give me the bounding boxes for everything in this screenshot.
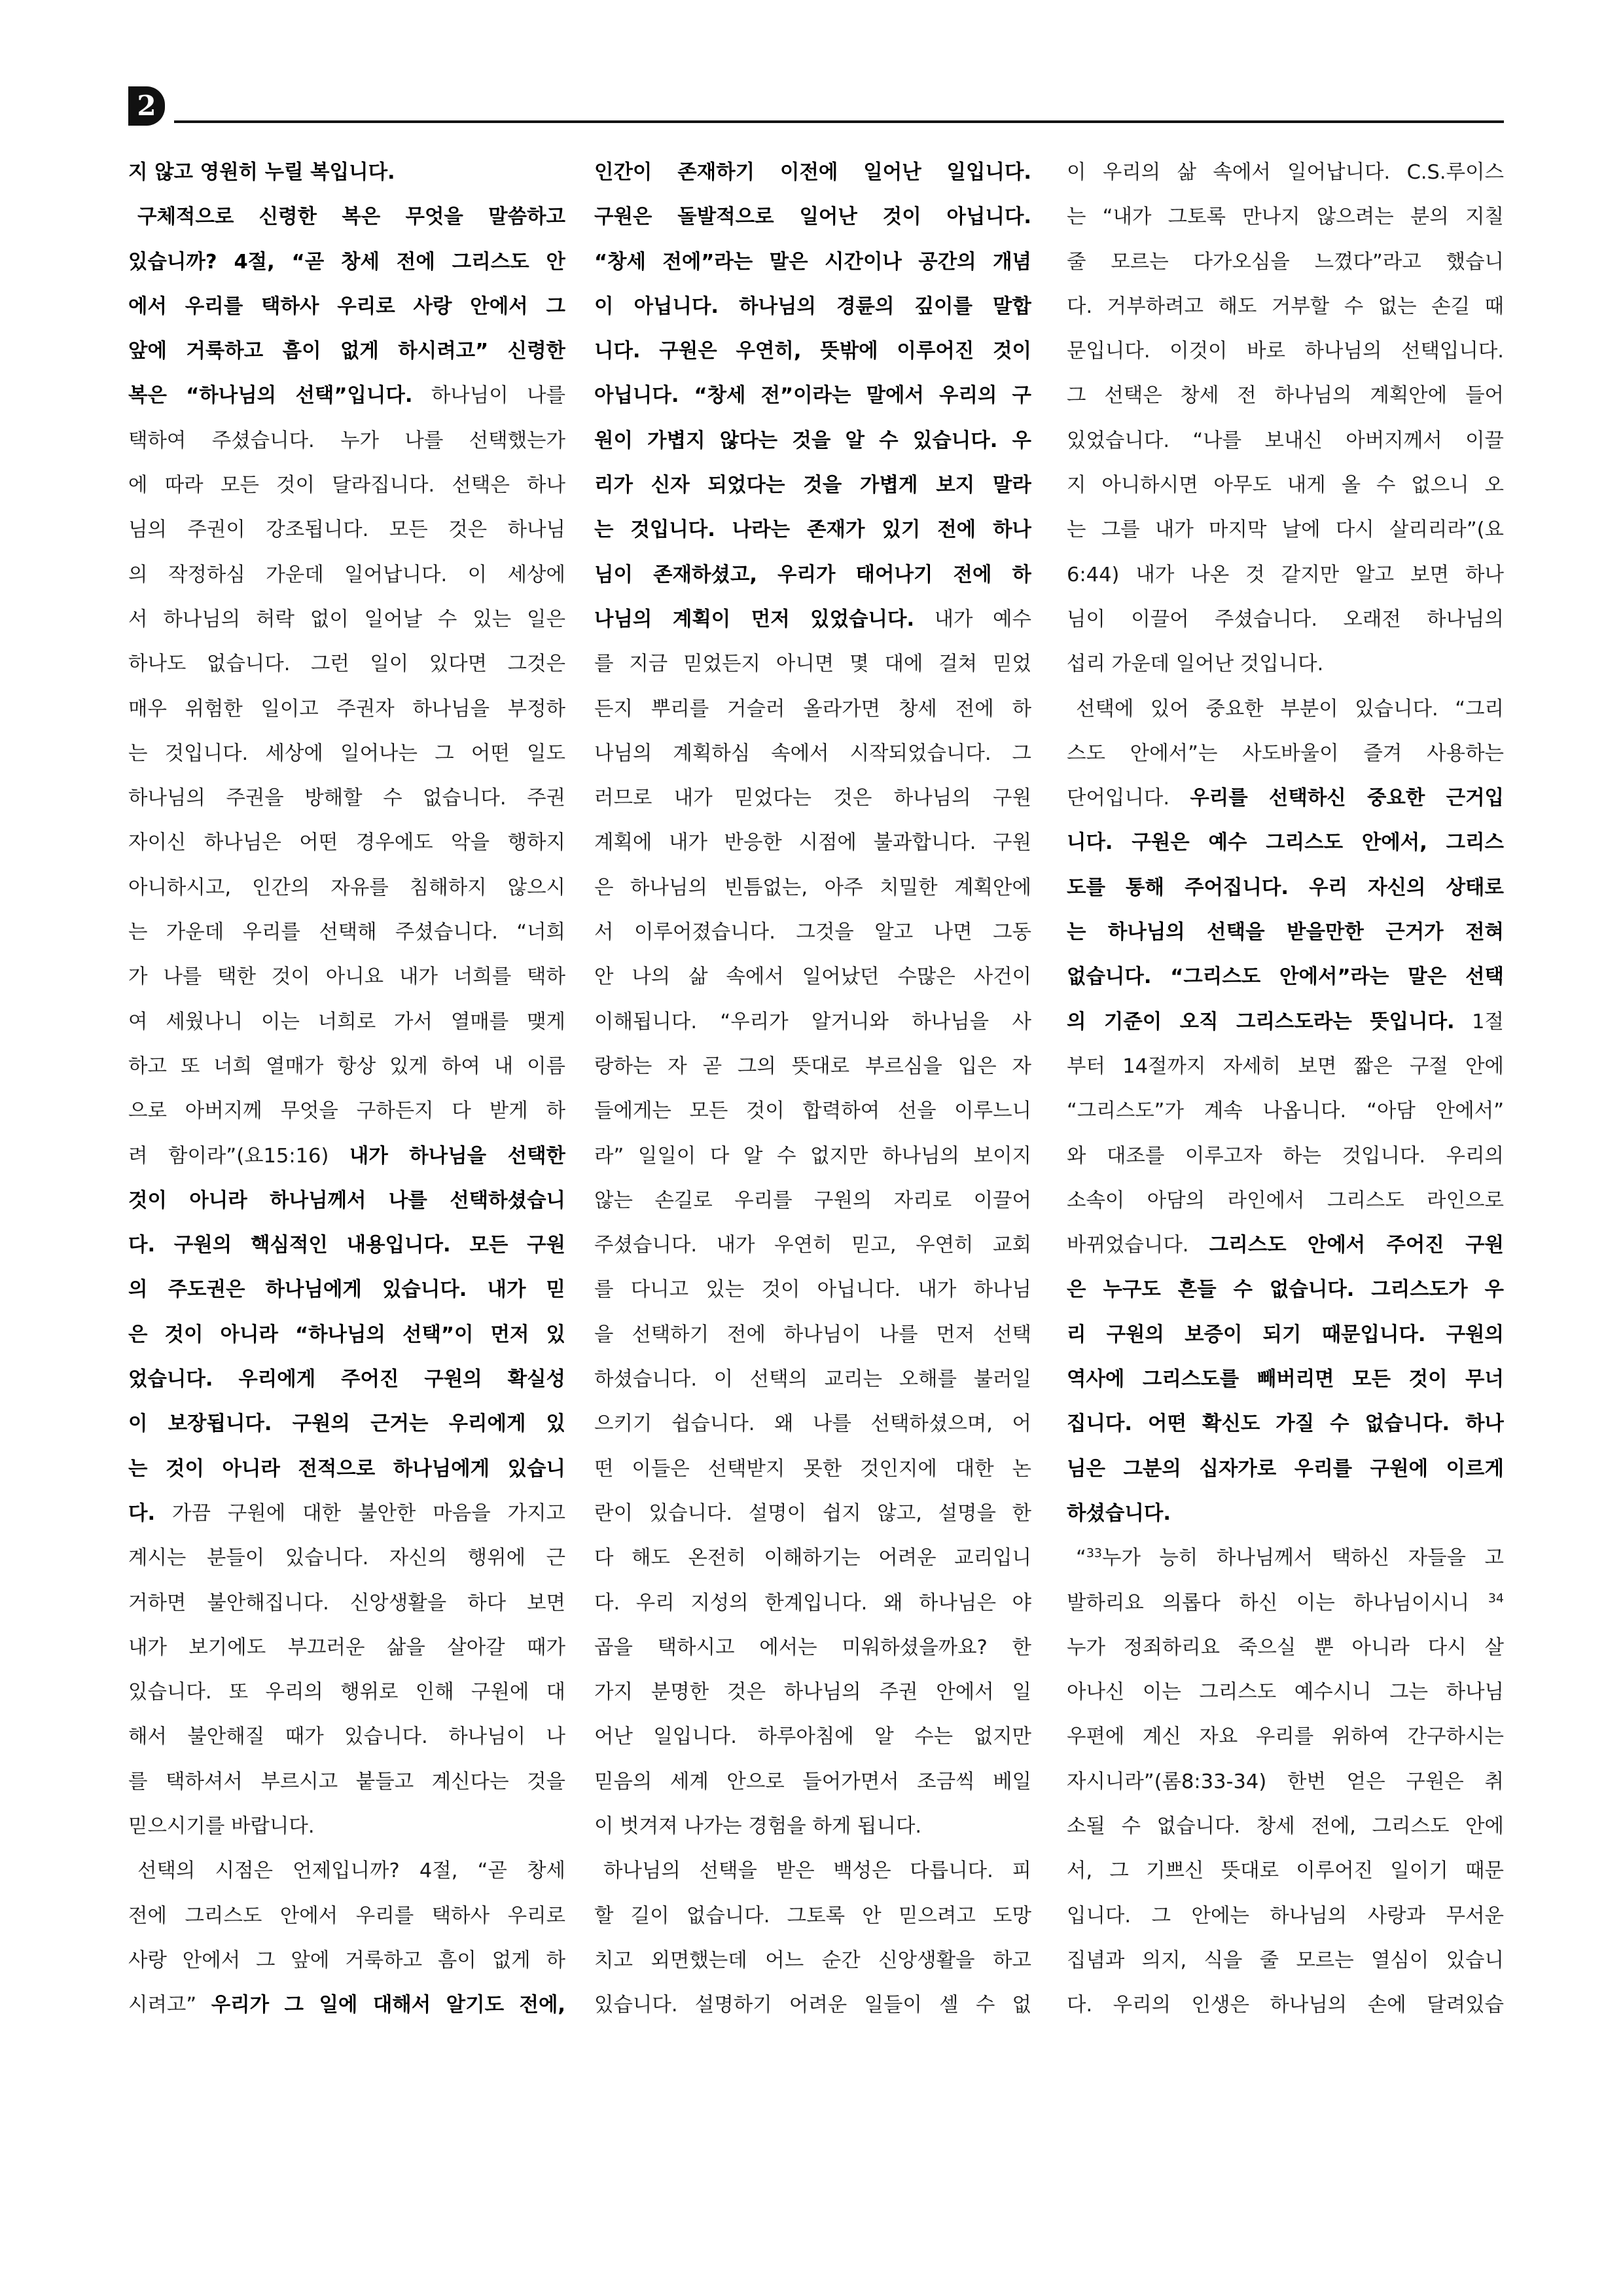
text-line xyxy=(594,1313,1031,1357)
body-text: 전에 그리스도 안에서 우리를 택하사 우리로 xyxy=(128,1904,565,1928)
emphasis-text: 리가 신자 되었다는 것을 가볍게 보지 말라 xyxy=(594,474,1031,497)
body-text: 내가 보기에도 부끄러운 삶을 살아갈 때가 xyxy=(128,1636,565,1659)
emphasis-text: 니다. 구원은 우연히, 뜻밖에 이루어진 것이 xyxy=(594,340,1031,363)
text-line xyxy=(594,329,1031,374)
text-line xyxy=(594,285,1031,329)
emphasis-text: 에서 우리를 택하사 우리로 사랑 안에서 그 xyxy=(128,295,565,318)
text-line xyxy=(594,955,1031,999)
body-text: 바뀌었습니다. xyxy=(1067,1234,1209,1257)
text-line xyxy=(128,1849,565,1893)
emphasis-text: 었습니다. 우리에게 주어진 구원의 확실성 xyxy=(128,1368,565,1391)
body-text: 다. 거부하려고 해도 거부할 수 없는 손길 때 xyxy=(1067,295,1504,318)
emphasis-text: 도를 통해 주어집니다. 우리 자신의 상태로 xyxy=(1067,876,1504,899)
body-text: 누가 정죄하리요 죽으실 뿐 아니라 다시 살 xyxy=(1067,1636,1504,1659)
text-line xyxy=(1067,285,1504,329)
body-text: 를 지금 믿었든지 아니면 몇 대에 걸쳐 믿었 xyxy=(594,653,1031,676)
body-text: 님이 이끌어 주셨습니다. 오래전 하나님의 xyxy=(1067,607,1504,631)
body-text: 는 가운데 우리를 선택해 주셨습니다. “너희 xyxy=(128,921,565,944)
text-line xyxy=(594,866,1031,910)
body-text: 이해됩니다. “우리가 알거니와 하나님을 사 xyxy=(594,1010,1031,1033)
text-line xyxy=(128,821,565,865)
text-line xyxy=(1067,508,1504,552)
text-line xyxy=(594,508,1031,552)
verse-number: 33 xyxy=(1086,1546,1102,1561)
text-line xyxy=(1067,821,1504,865)
text-line xyxy=(128,195,565,240)
text-line xyxy=(594,1939,1031,1983)
text-line xyxy=(594,1045,1031,1089)
text-line xyxy=(1067,1045,1504,1089)
body-text: 가 나를 택한 것이 아니요 내가 너희를 택하 xyxy=(128,965,565,989)
text-line xyxy=(128,642,565,687)
emphasis-text: 그리스도 안에서 주어진 구원 xyxy=(1209,1234,1504,1257)
body-text: “그리스도”가 계속 나옵니다. “아담 안에서” xyxy=(1067,1100,1504,1123)
text-line xyxy=(594,642,1031,687)
text-line xyxy=(594,1670,1031,1715)
body-text: 자시니라”(롬8:33-34) 한번 얻은 구원은 취 xyxy=(1067,1770,1504,1793)
body-text: 하고 또 너희 열매가 항상 있게 하여 내 이름 xyxy=(128,1054,565,1078)
text-line xyxy=(594,553,1031,598)
emphasis-text: 하셨습니다. xyxy=(1067,1501,1171,1525)
text-line xyxy=(594,240,1031,285)
body-text: 않는 손길로 우리를 구원의 자리로 이끌어 xyxy=(594,1189,1031,1212)
text-line xyxy=(1067,1760,1504,1804)
text-line xyxy=(128,1268,565,1312)
body-text: 내가 예수 xyxy=(914,607,1031,631)
text-line xyxy=(128,866,565,910)
emphasis-text: 이 보장됩니다. 구원의 근거는 우리에게 있 xyxy=(128,1412,565,1436)
text-line xyxy=(1067,1894,1504,1939)
emphasis-text: 우리를 선택하신 중요한 근거입 xyxy=(1190,787,1504,810)
text-column-2 xyxy=(594,151,1031,2232)
text-line xyxy=(1067,866,1504,910)
emphasis-text: 집니다. 어떤 확신도 가질 수 없습니다. 하나 xyxy=(1067,1412,1504,1436)
text-line xyxy=(128,955,565,999)
body-text: 아니하시고, 인간의 자유를 침해하지 않으시 xyxy=(128,876,565,899)
body-text: 택하여 주셨습니다. 누가 나를 선택했는가 xyxy=(128,429,565,452)
emphasis-text: 구원은 돌발적으로 일어난 것이 아닙니다. xyxy=(594,206,1031,229)
body-text: 다 해도 온전히 이해하기는 어려운 교리입니 xyxy=(594,1547,1031,1570)
body-text: 계시는 분들이 있습니다. 자신의 행위에 근 xyxy=(128,1547,565,1570)
body-text: 지 아니하시면 아무도 내게 올 수 없으니 오 xyxy=(1067,474,1504,497)
text-line xyxy=(594,1492,1031,1536)
body-text: 있습니다. 또 우리의 행위로 인해 구원에 대 xyxy=(128,1681,565,1704)
body-text: 발하리요 의롭다 하신 이는 하나님이시니 xyxy=(1067,1591,1488,1615)
text-line xyxy=(594,687,1031,732)
text-line xyxy=(1067,1626,1504,1670)
body-text: 러므로 내가 믿었다는 것은 하나님의 구원 xyxy=(594,787,1031,810)
text-line xyxy=(594,1223,1031,1268)
body-text: 안 나의 삶 속에서 일어났던 수많은 사건이 xyxy=(594,965,1031,989)
emphasis-text: 이 아닙니다. 하나님의 경륜의 깊이를 말합 xyxy=(594,295,1031,318)
text-line xyxy=(128,240,565,285)
text-line xyxy=(1067,1402,1504,1446)
body-text: 든지 뿌리를 거슬러 올라가면 창세 전에 하 xyxy=(594,697,1031,721)
text-line xyxy=(1067,1000,1504,1045)
body-text: 려 함이라”(요15:16) xyxy=(128,1144,349,1168)
body-text: 에 따라 모든 것이 달라집니다. 선택은 하나 xyxy=(128,474,565,497)
text-line xyxy=(1067,240,1504,285)
body-text: 믿으시기를 바랍니다. xyxy=(128,1814,315,1838)
body-text: 소될 수 없습니다. 창세 전에, 그리스도 안에 xyxy=(1067,1814,1504,1838)
text-line xyxy=(128,776,565,821)
body-text: 자이신 하나님은 어떤 경우에도 악을 행하지 xyxy=(128,831,565,855)
emphasis-text: 내가 하나님을 선택한 xyxy=(349,1144,565,1168)
text-line xyxy=(1067,1223,1504,1268)
emphasis-text: 은 것이 아니라 “하나님의 선택”이 먼저 있 xyxy=(128,1323,565,1346)
body-text: 이 우리의 삶 속에서 일어납니다. C.S.루이스 xyxy=(1067,161,1504,184)
text-line xyxy=(1067,1536,1504,1581)
text-line xyxy=(128,1089,565,1134)
text-line xyxy=(594,1089,1031,1134)
body-text: 하나님의 선택을 받은 백성은 다릅니다. 피 xyxy=(603,1859,1031,1883)
body-text: 은 하나님의 빈틈없는, 아주 치밀한 계획안에 xyxy=(594,876,1031,899)
body-text: 가끔 구원에 대한 불안한 마음을 가지고 xyxy=(155,1501,565,1525)
body-text: 거하면 불안해집니다. 신앙생활을 하다 보면 xyxy=(128,1591,565,1615)
body-text: 스도 안에서”는 사도바울이 즐겨 사용하는 xyxy=(1067,742,1504,765)
body-text: 의 작정하심 가운데 일어납니다. 이 세상에 xyxy=(128,563,565,586)
text-line xyxy=(128,1894,565,1939)
body-text: 를 다니고 있는 것이 아닙니다. 내가 하나님 xyxy=(594,1278,1031,1302)
body-text: 이 벗겨져 나가는 경험을 하게 됩니다. xyxy=(594,1814,922,1838)
text-line xyxy=(594,1268,1031,1312)
body-text: 하셨습니다. 이 선택의 교리는 오해를 불러일 xyxy=(594,1368,1031,1391)
body-text: 매우 위험한 일이고 주권자 하나님을 부정하 xyxy=(128,697,565,721)
body-text: 계획에 내가 반응한 시점에 불과합니다. 구원 xyxy=(594,831,1031,855)
text-line xyxy=(128,1402,565,1446)
body-text: 사랑 안에서 그 앞에 거룩하고 흠이 없게 하 xyxy=(128,1948,565,1972)
text-line xyxy=(594,1447,1031,1492)
text-line xyxy=(594,598,1031,642)
text-line xyxy=(128,1313,565,1357)
text-line xyxy=(1067,151,1504,195)
body-text: 다. 우리의 인생은 하나님의 손에 달려있습 xyxy=(1067,1994,1504,2017)
text-line xyxy=(1067,463,1504,508)
text-line xyxy=(128,463,565,508)
body-text: 으로 아버지께 무엇을 구하든지 다 받게 하 xyxy=(128,1100,565,1123)
emphasis-text: 구체적으로 신령한 복은 무엇을 말씀하고 xyxy=(137,206,565,229)
body-text: 할 길이 없습니다. 그토록 안 믿으려고 도망 xyxy=(594,1904,1031,1928)
body-text: 1절 xyxy=(1454,1010,1504,1033)
text-line xyxy=(128,910,565,955)
body-text: 소속이 아담의 라인에서 그리스도 라인으로 xyxy=(1067,1189,1504,1212)
text-line xyxy=(594,910,1031,955)
emphasis-text: 복은 “하나님의 선택”입니다. xyxy=(128,384,413,408)
body-text: 는 “내가 그토록 만나지 않으려는 분의 지칠 xyxy=(1067,206,1504,229)
emphasis-text: “창세 전에”라는 말은 시간이나 공간의 개념 xyxy=(594,250,1031,274)
text-line xyxy=(128,1670,565,1715)
text-line xyxy=(128,1223,565,1268)
text-line xyxy=(594,1983,1031,2028)
text-line xyxy=(1067,1715,1504,1759)
text-line xyxy=(128,1179,565,1223)
text-line xyxy=(594,1849,1031,1893)
body-text: 줄 모르는 다가오심을 느꼈다”라고 했습니 xyxy=(1067,250,1504,274)
emphasis-text: 역사에 그리스도를 빼버리면 모든 것이 무너 xyxy=(1067,1368,1504,1391)
body-text: 주셨습니다. 내가 우연히 믿고, 우연히 교회 xyxy=(594,1234,1031,1257)
body-text: 누가 능히 하나님께서 택하신 자들을 고 xyxy=(1102,1547,1504,1570)
text-line xyxy=(128,1715,565,1759)
body-text: 들에게는 모든 것이 합력하여 선을 이루느니 xyxy=(594,1100,1031,1123)
text-line xyxy=(1067,195,1504,240)
text-line xyxy=(594,776,1031,821)
text-line xyxy=(1067,553,1504,598)
text-line xyxy=(128,1760,565,1804)
emphasis-text: 지 않고 영원히 누릴 복입니다. xyxy=(128,161,395,184)
body-text: 부터 14절까지 자세히 보면 짧은 구절 안에 xyxy=(1067,1054,1504,1078)
text-line xyxy=(1067,1849,1504,1893)
emphasis-text: 앞에 거룩하고 흠이 없게 하시려고” 신령한 xyxy=(128,340,565,363)
emphasis-text: 니다. 구원은 예수 그리스도 안에서, 그리스 xyxy=(1067,831,1504,855)
text-line xyxy=(594,1000,1031,1045)
text-line xyxy=(594,151,1031,195)
text-line xyxy=(128,1626,565,1670)
text-line xyxy=(1067,1581,1504,1626)
body-text: 섭리 가운데 일어난 것입니다. xyxy=(1067,653,1324,676)
body-text: 선택의 시점은 언제입니까? 4절, “곧 창세 xyxy=(137,1859,565,1883)
emphasis-text: 원이 가볍지 않다는 것을 알 수 있습니다. 우 xyxy=(594,429,1031,452)
body-text: 서, 그 기쁘신 뜻대로 이루어진 일이기 때문 xyxy=(1067,1859,1504,1883)
body-text: 여 세웠나니 이는 너희로 가서 열매를 맺게 xyxy=(128,1010,565,1033)
text-line xyxy=(128,1983,565,2028)
text-line xyxy=(594,1536,1031,1581)
body-text: 다. 우리 지성의 한계입니다. 왜 하나님은 야 xyxy=(594,1591,1031,1615)
emphasis-text: 것이 아니라 하나님께서 나를 선택하셨습니 xyxy=(128,1189,565,1212)
text-line xyxy=(128,1536,565,1581)
text-line xyxy=(128,1357,565,1402)
body-text: 을 선택하기 전에 하나님이 나를 먼저 선택 xyxy=(594,1323,1031,1346)
text-line xyxy=(594,374,1031,418)
emphasis-text: 는 것입니다. 나라는 존재가 있기 전에 하나 xyxy=(594,518,1031,542)
text-line xyxy=(128,329,565,374)
text-line xyxy=(128,1000,565,1045)
body-text: 어난 일입니다. 하루아침에 알 수는 없지만 xyxy=(594,1725,1031,1749)
text-line xyxy=(128,419,565,463)
text-line xyxy=(128,1447,565,1492)
body-text: 떤 이들은 선택받지 못한 것인지에 대한 논 xyxy=(594,1457,1031,1480)
text-line xyxy=(1067,1313,1504,1357)
body-text: 는 그를 내가 마지막 날에 다시 살리리라”(요 xyxy=(1067,518,1504,542)
text-line xyxy=(128,1581,565,1626)
text-line xyxy=(1067,776,1504,821)
emphasis-text: 리 구원의 보증이 되기 때문입니다. 구원의 xyxy=(1067,1323,1504,1346)
text-line xyxy=(594,419,1031,463)
text-line xyxy=(128,1134,565,1179)
text-line xyxy=(128,151,565,195)
text-line xyxy=(594,732,1031,776)
text-line xyxy=(128,687,565,732)
body-text: 는 것입니다. 세상에 일어나는 그 어떤 일도 xyxy=(128,742,565,765)
body-text: 으키기 쉽습니다. 왜 나를 선택하셨으며, 어 xyxy=(594,1412,1031,1436)
text-line xyxy=(128,1492,565,1536)
body-text: 님의 주권이 강조됩니다. 모든 것은 하나님 xyxy=(128,518,565,542)
body-text: 있었습니다. “나를 보내신 아버지께서 이끌 xyxy=(1067,429,1504,452)
emphasis-text: 은 누구도 흔들 수 없습니다. 그리스도가 우 xyxy=(1067,1278,1504,1302)
body-text: 하나님의 주권을 방해할 수 없습니다. 주권 xyxy=(128,787,565,810)
body-text: 하나도 없습니다. 그런 일이 있다면 그것은 xyxy=(128,653,565,676)
text-line xyxy=(128,374,565,418)
text-line xyxy=(594,195,1031,240)
text-line xyxy=(1067,419,1504,463)
body-text: 란이 있습니다. 설명이 쉽지 않고, 설명을 한 xyxy=(594,1501,1031,1525)
text-line xyxy=(1067,1670,1504,1715)
emphasis-text: 는 하나님의 선택을 받을만한 근거가 전혀 xyxy=(1067,921,1504,944)
body-text: 곱을 택하시고 에서는 미워하셨을까요? 한 xyxy=(594,1636,1031,1659)
text-line xyxy=(1067,1268,1504,1312)
text-line xyxy=(1067,732,1504,776)
body-text: 있습니다. 설명하기 어려운 일들이 셀 수 없 xyxy=(594,1994,1031,2017)
body-text: 선택에 있어 중요한 부분이 있습니다. “그리 xyxy=(1076,697,1504,721)
text-line xyxy=(594,821,1031,865)
page-number-badge: 2 xyxy=(128,86,165,126)
emphasis-text: 아닙니다. “창세 전”이라는 말에서 우리의 구 xyxy=(594,384,1031,408)
text-line xyxy=(594,1179,1031,1223)
text-column-3 xyxy=(1067,151,1504,2232)
emphasis-text: 님은 그분의 십자가로 우리를 구원에 이르게 xyxy=(1067,1457,1504,1480)
text-line xyxy=(1067,910,1504,955)
text-line xyxy=(594,1715,1031,1759)
text-line xyxy=(594,1134,1031,1179)
text-line xyxy=(1067,1447,1504,1492)
text-line xyxy=(594,1804,1031,1849)
text-line xyxy=(1067,1134,1504,1179)
emphasis-text: 는 것이 아니라 전적으로 하나님에게 있습니 xyxy=(128,1457,565,1480)
body-text: 집념과 의지, 식을 줄 모르는 열심이 있습니 xyxy=(1067,1948,1504,1972)
text-line xyxy=(594,1357,1031,1402)
body-text: 라” 일일이 다 알 수 없지만 하나님의 보이지 xyxy=(594,1144,1031,1168)
page-header xyxy=(128,86,1504,126)
body-text: 가지 분명한 것은 하나님의 주권 안에서 일 xyxy=(594,1681,1031,1704)
text-line xyxy=(1067,687,1504,732)
text-line xyxy=(1067,1089,1504,1134)
emphasis-text: 없습니다. “그리스도 안에서”라는 말은 선택 xyxy=(1067,965,1504,989)
body-text: 하나님이 나를 xyxy=(412,384,565,408)
text-line xyxy=(1067,374,1504,418)
text-line xyxy=(1067,1939,1504,1983)
body-text: 서 이루어졌습니다. 그것을 알고 나면 그동 xyxy=(594,921,1031,944)
body-text: 나님의 계획하심 속에서 시작되었습니다. 그 xyxy=(594,742,1031,765)
text-line xyxy=(594,1581,1031,1626)
body-text: 단어입니다. xyxy=(1067,787,1190,810)
text-line xyxy=(594,1760,1031,1804)
body-text: 문입니다. 이것이 바로 하나님의 선택입니다. xyxy=(1067,340,1504,363)
verse-number: 34 xyxy=(1488,1590,1504,1605)
text-line xyxy=(1067,1804,1504,1849)
text-line xyxy=(594,1894,1031,1939)
text-line xyxy=(594,463,1031,508)
text-line xyxy=(128,598,565,642)
text-line xyxy=(1067,598,1504,642)
text-line xyxy=(1067,329,1504,374)
body-text: 랑하는 자 곧 그의 뜻대로 부르심을 입은 자 xyxy=(594,1054,1031,1078)
body-text: 아나신 이는 그리스도 예수시니 그는 하나님 xyxy=(1067,1681,1504,1704)
text-line xyxy=(594,1402,1031,1446)
text-line xyxy=(1067,642,1504,687)
body-text: 6:44) 내가 나온 것 같지만 알고 보면 하나 xyxy=(1067,563,1504,586)
body-text: 해서 불안해질 때가 있습니다. 하나님이 나 xyxy=(128,1725,565,1749)
emphasis-text: 우리가 그 일에 대해서 알기도 전에, xyxy=(211,1994,565,2017)
header-rule xyxy=(174,120,1504,123)
emphasis-text: 의 주도권은 하나님에게 있습니다. 내가 믿 xyxy=(128,1278,565,1302)
emphasis-text: 다. 구원의 핵심적인 내용입니다. 모든 구원 xyxy=(128,1234,565,1257)
body-text: 치고 외면했는데 어느 순간 신앙생활을 하고 xyxy=(594,1948,1031,1972)
text-line xyxy=(128,508,565,552)
body-text: 시려고” xyxy=(128,1994,211,2017)
text-line xyxy=(1067,1492,1504,1536)
text-line xyxy=(128,1045,565,1089)
text-line xyxy=(128,1804,565,1849)
body-text: “ xyxy=(1076,1547,1086,1570)
text-line xyxy=(128,285,565,329)
emphasis-text: 나님의 계획이 먼저 있었습니다. xyxy=(594,607,915,631)
emphasis-text: 님이 존재하셨고, 우리가 태어나기 전에 하 xyxy=(594,563,1031,586)
text-column-1 xyxy=(128,151,565,2232)
text-line xyxy=(594,1626,1031,1670)
body-text: 우편에 계신 자요 우리를 위하여 간구하시는 xyxy=(1067,1725,1504,1749)
emphasis-text: 의 기준이 오직 그리스도라는 뜻입니다. xyxy=(1067,1010,1455,1033)
text-line xyxy=(1067,1983,1504,2028)
text-line xyxy=(128,1939,565,1983)
body-text: 그 선택은 창세 전 하나님의 계획안에 들어 xyxy=(1067,384,1504,408)
emphasis-text: 있습니까? 4절, “곧 창세 전에 그리스도 안 xyxy=(128,250,565,274)
body-text: 서 하나님의 허락 없이 일어날 수 있는 일은 xyxy=(128,607,565,631)
emphasis-text: 인간이 존재하기 이전에 일어난 일입니다. xyxy=(594,161,1031,184)
body-text: 를 택하셔서 부르시고 붙들고 계신다는 것을 xyxy=(128,1770,565,1793)
text-line xyxy=(1067,1357,1504,1402)
body-text: 입니다. 그 안에는 하나님의 사랑과 무서운 xyxy=(1067,1904,1504,1928)
text-line xyxy=(128,732,565,776)
body-text: 와 대조를 이루고자 하는 것입니다. 우리의 xyxy=(1067,1144,1504,1168)
text-line xyxy=(1067,955,1504,999)
text-line xyxy=(1067,1179,1504,1223)
body-text: 믿음의 세계 안으로 들어가면서 조금씩 베일 xyxy=(594,1770,1031,1793)
emphasis-text: 다. xyxy=(128,1501,156,1525)
text-line xyxy=(128,553,565,598)
